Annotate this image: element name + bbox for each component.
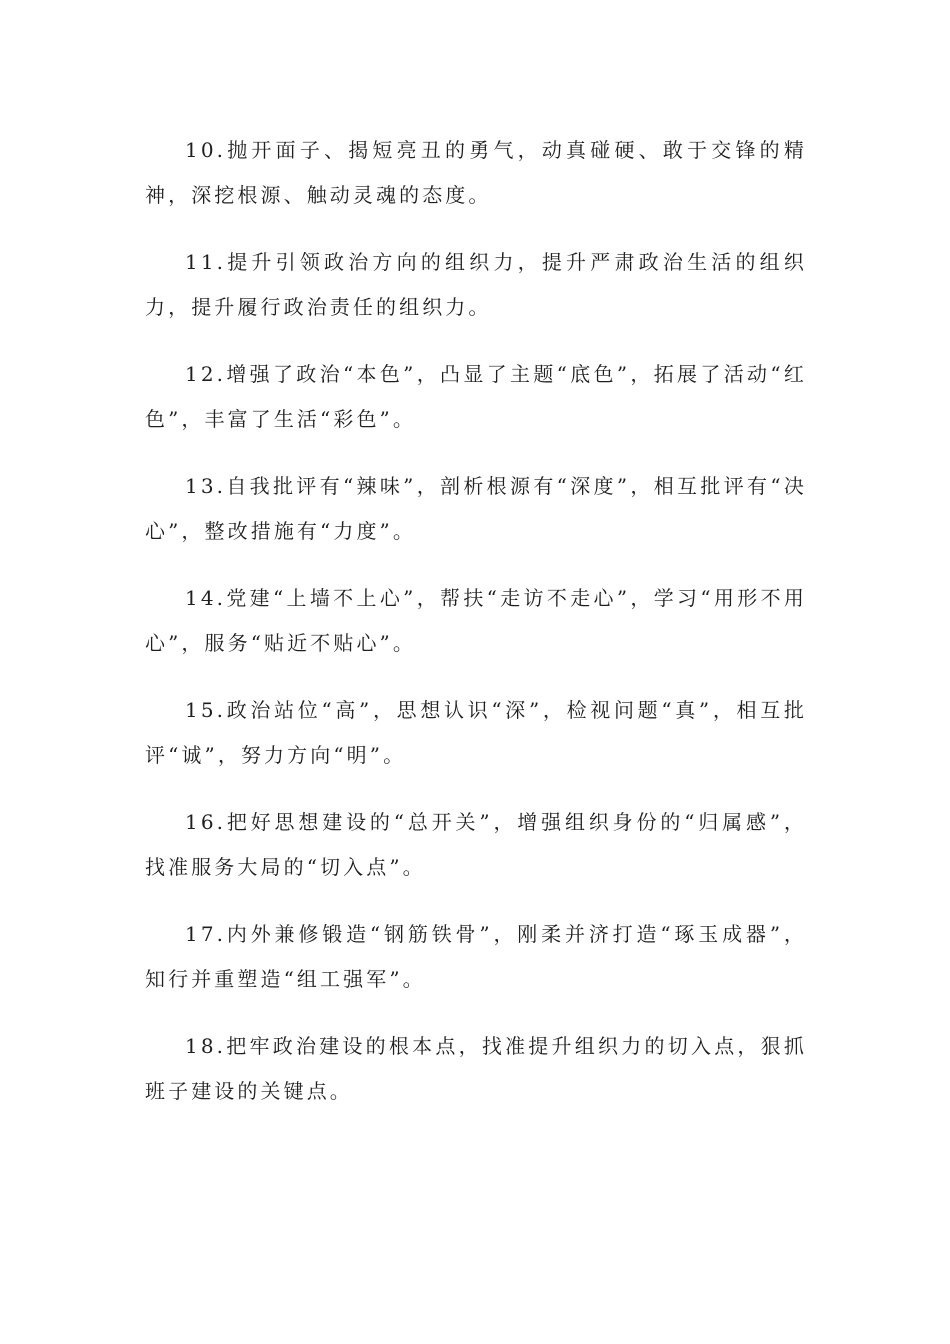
paragraph-11: 11.提升引领政治方向的组织力，提升严肃政治生活的组织力，提升履行政治责任的组织力。	[145, 250, 807, 319]
document-body	[145, 128, 807, 1136]
paragraph-13: 13.自我批评有“辣味”，剖析根源有“深度”，相互批评有“决心”，整改措施有“力度”。	[145, 474, 807, 543]
paragraph-15: 15.政治站位“高”，思想认识“深”，检视问题“真”，相互批评“诚”，努力方向“明”。	[145, 698, 807, 767]
paragraph-14: 14.党建“上墙不上心”，帮扶“走访不走心”，学习“用形不用心”，服务“贴近不贴心”。	[145, 586, 807, 655]
paragraph-10: 10.抛开面子、揭短亮丑的勇气，动真碰硬、敢于交锋的精神，深挖根源、触动灵魂的态度。	[145, 138, 807, 207]
paragraph-12: 12.增强了政治“本色”，凸显了主题“底色”，拓展了活动“红色”，丰富了生活“彩色”。	[145, 362, 807, 431]
paragraph-18: 18.把牢政治建设的根本点，找准提升组织力的切入点，狠抓班子建设的关键点。	[145, 1034, 807, 1103]
paragraph-17: 17.内外兼修锻造“钢筋铁骨”，刚柔并济打造“琢玉成器”，知行并重塑造“组工强军”。	[145, 922, 807, 991]
paragraph-16: 16.把好思想建设的“总开关”，增强组织身份的“归属感”，找准服务大局的“切入点”。	[145, 810, 807, 879]
